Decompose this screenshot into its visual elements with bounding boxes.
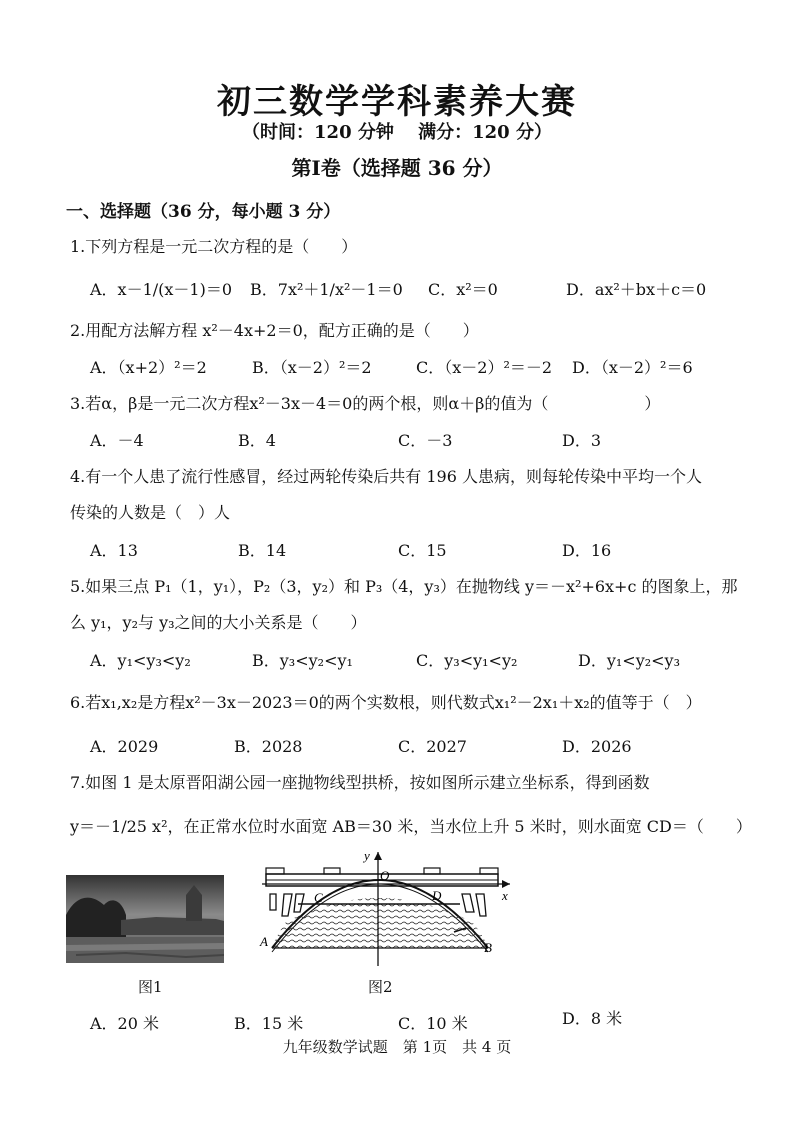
question-1-option-a: A．x－1/(x－1)＝0 xyxy=(90,280,233,299)
parabola-bridge-diagram xyxy=(258,848,514,968)
page-footer: 九年级数学试题 第 1页 共 4 页 xyxy=(282,1038,512,1056)
question-1-option-b: B．7x²＋1/x²－1＝0 xyxy=(250,280,403,299)
question-7-option-c: C．10 米 xyxy=(398,1014,468,1033)
question-5-option-a: A．y₁<y₃<y₂ xyxy=(90,651,191,670)
figure-2-label: 图2 xyxy=(368,978,393,996)
question-7-option-d: D．8 米 xyxy=(562,1009,623,1028)
question-2-option-a: A．（x+2）²＝2 xyxy=(90,358,207,377)
question-5-option-b: B．y₃<y₂<y₁ xyxy=(252,651,353,670)
question-1-option-d: D．ax²＋bx＋c＝0 xyxy=(566,280,707,299)
bridge-photo-image xyxy=(66,875,224,963)
question-3-option-c: C．－3 xyxy=(398,431,453,450)
question-3-option-d: D．3 xyxy=(562,431,602,450)
point-c-label: C xyxy=(314,890,323,905)
point-d-label: D xyxy=(432,888,442,903)
question-7-stem-line2: y＝－1/25 x²，在正常水位时水面宽 AB＝30 米，当水位上升 5 米时，则水面宽 CD＝（ ） xyxy=(70,817,752,836)
question-5-option-c: C．y₃<y₁<y₂ xyxy=(416,651,518,670)
question-7-stem-line1: 7.如图 1 是太原晋阳湖公园一座抛物线型拱桥，按如图所示建立坐标系，得到函数 xyxy=(70,773,650,792)
x-axis-label: x xyxy=(502,888,508,903)
question-3-stem: 3.若α，β是一元二次方程x²－3x－4＝0的两个根，则α＋β的值为（ ） xyxy=(70,394,661,413)
figure-1-label: 图1 xyxy=(138,978,163,996)
question-7-option-b: B．15 米 xyxy=(234,1014,304,1033)
point-b-label: B xyxy=(484,940,492,955)
exam-time-info: （时间：120 分钟 满分：120 分） xyxy=(242,122,552,143)
question-1-option-c: C．x²＝0 xyxy=(428,280,498,299)
question-7-option-a: A．20 米 xyxy=(90,1014,160,1033)
question-6-option-a: A．2029 xyxy=(90,737,159,756)
volume-heading: 第Ⅰ卷（选择题 36 分） xyxy=(291,156,503,180)
question-3-option-b: B．4 xyxy=(238,431,276,450)
point-a-label: A xyxy=(260,934,268,949)
question-4-option-c: C．15 xyxy=(398,541,447,560)
question-4-option-a: A．13 xyxy=(90,541,138,560)
question-6-option-c: C．2027 xyxy=(398,737,467,756)
question-2-option-d: D．（x－2）²＝6 xyxy=(572,358,693,377)
question-2-option-c: C．（x－2）²＝－2 xyxy=(416,358,553,377)
question-4-option-b: B．14 xyxy=(238,541,287,560)
question-4-stem-line2: 传染的人数是（ ）人 xyxy=(70,503,231,522)
section-heading: 一、选择题（36 分，每小题 3 分） xyxy=(66,202,341,222)
question-4-option-d: D．16 xyxy=(562,541,612,560)
question-2-option-b: B．（x－2）²＝2 xyxy=(252,358,372,377)
question-5-option-d: D．y₁<y₂<y₃ xyxy=(578,651,681,670)
question-6-option-d: D．2026 xyxy=(562,737,632,756)
question-2-stem: 2.用配方法解方程 x²－4x+2＝0，配方正确的是（ ） xyxy=(70,321,479,340)
question-4-stem-line1: 4.有一个人患了流行性感冒，经过两轮传染后共有 196 人患病，则每轮传染中平均一个人 xyxy=(70,467,702,486)
question-3-option-a: A．－4 xyxy=(90,431,144,450)
question-5-stem-line2: 么 y₁，y₂与 y₃之间的大小关系是（ ） xyxy=(70,613,367,632)
y-axis-label: y xyxy=(364,848,370,863)
question-5-stem-line1: 5.如果三点 P₁（1，y₁），P₂（3，y₂）和 P₃（4，y₃）在抛物线 y＝－x²+6x+c 的图象上，那 xyxy=(70,577,738,596)
question-6-stem: 6.若x₁,x₂是方程x²－3x－2023＝0的两个实数根，则代数式x₁²－2x₁＋x₂的值等于（ ） xyxy=(70,693,702,712)
exam-title: 初三数学学科素养大赛 xyxy=(217,82,577,122)
origin-label: O xyxy=(380,868,390,883)
question-6-option-b: B．2028 xyxy=(234,737,303,756)
question-1-stem: 1.下列方程是一元二次方程的是（ ） xyxy=(70,237,358,256)
